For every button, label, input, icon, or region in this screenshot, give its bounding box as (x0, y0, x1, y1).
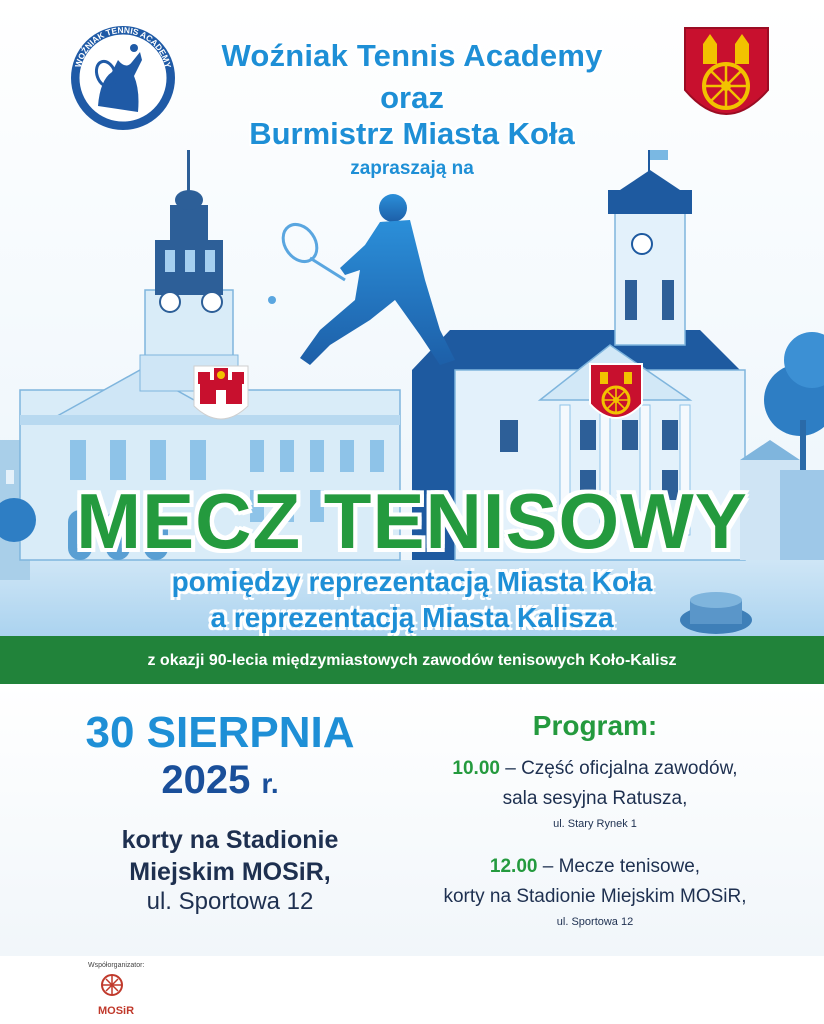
program-item-2-text: – Mecze tenisowe, (537, 856, 701, 877)
program-item-1-line2: sala sesyjna Ratusza, (502, 788, 688, 809)
program-item-1 (420, 758, 770, 780)
subtitle-line-2: a reprezentacją Miasta Kalisza (210, 602, 614, 633)
program-item-2-line2: korty na Stadionie Miejskim MOSiR, (443, 886, 747, 907)
organizer-line-3: Burmistrz Miasta Koła (249, 116, 575, 151)
venue-line-1: korty na Stadionie (121, 826, 339, 854)
mosir-label: MOSiR (98, 1005, 135, 1017)
program-item-2 (420, 856, 770, 878)
event-date-year (70, 758, 370, 803)
event-year-suffix: r. (261, 768, 279, 799)
organizer-line-1: Woźniak Tennis Academy (221, 38, 603, 73)
venue-line-3: ul. Sportowa 12 (146, 888, 314, 915)
program-item-1-text: – Część oficjalna zawodów, (499, 758, 738, 779)
subtitle-line-1: pomiędzy reprezentacją Miasta Koła (171, 566, 653, 597)
academy-logo-text: WOŹNIAK TENNIS ACADEMY (72, 24, 174, 70)
mosir-logo (102, 975, 122, 995)
venue-line-2: Miejskim MOSiR, (129, 858, 331, 886)
program-item-2-address: ul. Sportowa 12 (556, 916, 634, 928)
organizer-line-2: oraz (380, 80, 444, 115)
event-year: 2025 (161, 758, 251, 802)
program-item-2-time: 12.00 (489, 856, 538, 877)
headline: MECZ TENISOWY (76, 477, 748, 565)
program-item-1-time: 10.00 (452, 758, 500, 779)
kalisz-coat-of-arms (194, 366, 248, 419)
invite-text: zapraszają na (350, 158, 474, 179)
coorganizer-label: Współorganizator: (88, 962, 145, 969)
kolo-coat-of-arms-small (590, 364, 642, 418)
program-item-1-address: ul. Stary Rynek 1 (553, 818, 637, 830)
occasion-text: z okazji 90-lecia międzymiastowych zawodów tenisowych Koło-Kalisz (147, 652, 677, 669)
event-date-day: 30 SIERPNIA (85, 708, 355, 757)
program-title: Program: (532, 710, 658, 741)
